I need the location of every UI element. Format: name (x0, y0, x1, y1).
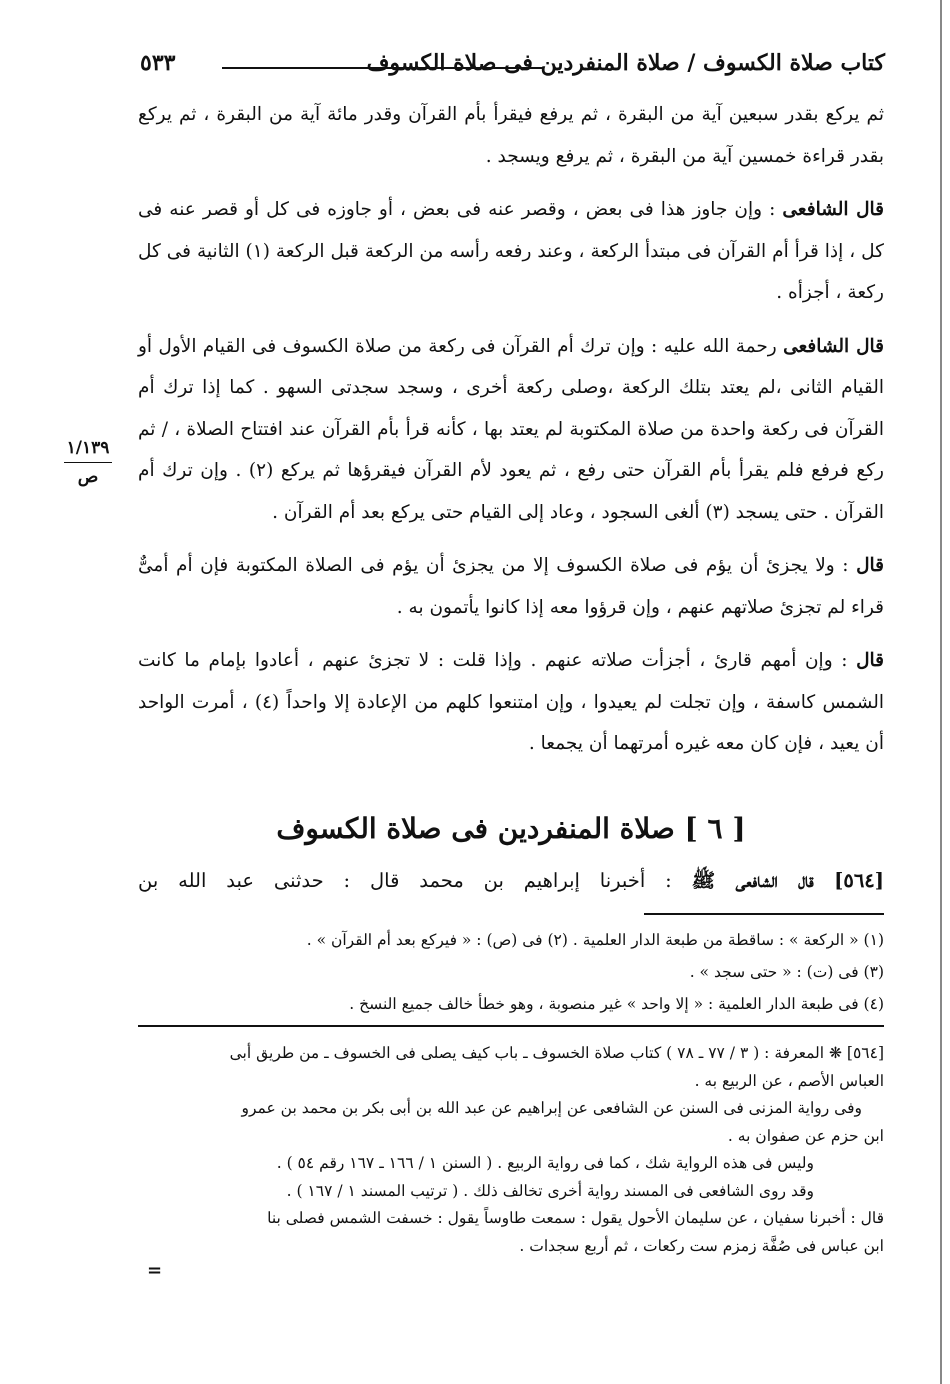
footnotes (140, 924, 884, 1020)
hadith-text: : أخبرنا إبراهيم بن محمد قال : حدثنى عبد الله بن (138, 869, 692, 892)
paragraph-text: : وإن أمهم قارئ ، أجزأت صلاته عنهم . وإذا قلت : لا تجزئ عنهم ، أعادوا بإمام ما كانت الشمس كاسفة ، وإن تجلت لم يعيدوا ، وإن امتنعوا كلهم من الإعادة إلا واحداً (٤) ، أمرت الواحد أن يعيد ، فإن كان معه غيره أمرتهما أن يجمعا . (138, 650, 884, 754)
continuation-mark: = (147, 1260, 163, 1281)
margin-ref-bottom: ص (77, 467, 99, 487)
paragraph-text: : وإن جاوز هذا فى بعض ، وقصر عنه فى بعض ، أو جاوزه فى كل أو قصر عنه فى كل ، إذا قرأ أم القرآن فى مبتدأ الركعة ، وعند رفعه رأسه من الركعة قبل الركعة (١) الثانية فى كل ركعة ، أجزأه . (138, 199, 884, 303)
margin-reference (58, 437, 118, 488)
takhrij-line: وليس فى هذه الرواية شك ، كما فى رواية الربيع . ( السنن ١ / ١٦٦ ـ ١٦٧ رقم ٥٤ ) . (276, 1154, 814, 1172)
footnote: (٤) فى طبعة الدار العلمية : « إلا واحد » غير منصوبة ، وهو خطأ خالف جميع النسخ . (349, 995, 884, 1013)
takhrij-line: وفى رواية المزنى فى السنن عن الشافعى عن إبراهيم عن عبد الله بن أبى بكر بن محمد بن عمرو (241, 1099, 862, 1117)
header-rule (222, 67, 544, 69)
footnote-separator (644, 913, 884, 915)
takhrij-separator (138, 1025, 884, 1027)
takhrij-notes (138, 1040, 884, 1260)
paragraph-text: ثم يركع بقدر سبعين آية من البقرة ، ثم يرفع فيقرأ بأم القرآن وقدر مائة آية من البقرة ، ثم يركع بقدر قراءة خمسين آية من البقرة ، ثم يرفع ويسجد . (138, 104, 884, 167)
takhrij-line: [٥٦٤] ❋ المعرفة : ( ٣ / ٧٧ ـ ٧٨ ) كتاب صلاة الخسوف ـ باب كيف يصلى فى الخسوف ـ من طريق أبى (229, 1044, 884, 1062)
paragraph-lead: قال (856, 555, 884, 576)
footnote: (١) « الركعة » : ساقطة من طبعة الدار العلمية . (٢) فى (ص) : « فيركع بعد أم القرآن » . (306, 931, 884, 949)
paragraph-text: : ولا يجزئ أن يؤم فى صلاة الكسوف إلا من يجزئ أن يؤم فى الصلاة المكتوبة فإن أم أمىٌّ قراء لم تجزئ صلاتهم عنهم ، وإن قرؤوا معه إذا كانوا يأتمون به . (138, 555, 884, 618)
paragraph (138, 326, 884, 534)
margin-ref-divider (64, 462, 112, 463)
takhrij-line: العباس الأصم ، عن الربيع به . (694, 1071, 884, 1090)
takhrij-line: وقد روى الشافعى فى المسند رواية أخرى تخالف ذلك . ( ترتيب المسند ١ / ١٦٧ ) . (286, 1181, 814, 1200)
footnote: (٣) فى (ت) : « حتى سجد » . (689, 963, 884, 981)
paragraph-lead: قال الشافعى (782, 199, 884, 220)
takhrij-line: ابن عباس فى صُفَّة زمزم ست ركعات ، ثم أربع سجدات . (519, 1236, 884, 1255)
paragraph (138, 640, 884, 765)
section-heading: [ ٦ ] صلاة المنفردين فى صلاة الكسوف (276, 812, 746, 845)
paragraph (138, 94, 884, 177)
page-edge (940, 0, 942, 1384)
hadith-first-line (138, 862, 884, 900)
main-text (138, 94, 884, 777)
takhrij-line: قال : أخبرنا سفيان ، عن سليمان الأحول يقول : سمعت طاوساً يقول : خسفت الشمس فصلى بنا (267, 1209, 884, 1227)
paragraph-lead: قال الشافعى (783, 335, 885, 357)
paragraph-text: رحمة الله عليه : وإن ترك أم القرآن فى ركعة من صلاة الكسوف فى القيام الأول أو القيام الثانى ،لم يعتد بتلك الركعة ،وصلى ركعة أخرى ، وسجد سجدتى السهو . كما إذا ترك أم القرآن فى ركعة واحدة من صلاة المكتوبة لم يعتد بها ، كأنه قرأ بأم القرآن عند افتتاح الصلاة ، / ثم ركع فرفع فلم يقرأ بأم القرآن حتى رفع ، ثم يعود لأم القرآن فيقرؤها ثم يركع (٢) . وإن ترك أم القرآن . حتى يسجد (٣) ألغى السجود ، وعاد إلى القيام حتى يركع بعد أم القرآن . (138, 335, 884, 523)
paragraph (138, 189, 884, 314)
margin-ref-top: ١/١٣٩ (66, 438, 110, 458)
takhrij-line: ابن حزم عن صفوان به . (727, 1126, 884, 1145)
paragraph (138, 545, 884, 628)
hadith-number: [٥٦٤] قال الشافعى ﷺ (691, 869, 884, 892)
paragraph-lead: قال (856, 650, 884, 671)
running-title: كتاب صلاة الكسوف / صلاة المنفردين فى صلاة الكسوف (366, 50, 885, 76)
page-number: ٥٣٣ (140, 50, 176, 76)
running-header (140, 46, 885, 86)
